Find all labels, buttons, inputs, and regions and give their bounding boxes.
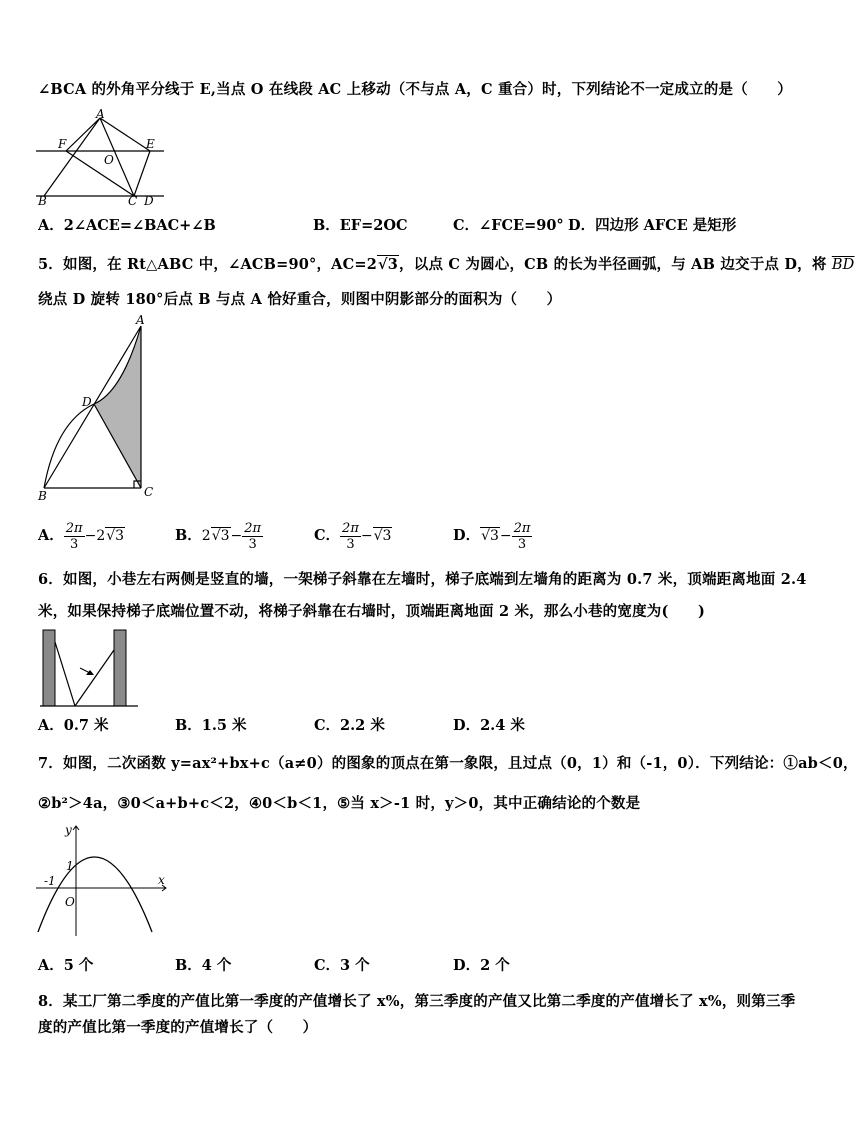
q7-parabola	[38, 857, 152, 932]
q6-ladder-left	[55, 642, 75, 706]
q7-label-x: x	[158, 873, 165, 887]
q4-option-a[interactable]: A．2∠ACE=∠BAC+∠B	[38, 217, 216, 234]
q7-option-a[interactable]: A．5 个	[38, 957, 94, 974]
q5-option-b-op: −	[230, 528, 243, 544]
q4-label-d: D	[144, 194, 154, 208]
q6-option-c[interactable]: C．2.2 米	[314, 717, 385, 734]
q5-stem-line1	[38, 255, 855, 275]
q4-stem: ∠BCA 的外角平分线于 E,当点 O 在线段 AC 上移动（不与点 A，C 重合）时，下列结论不一定成立的是（ ）	[38, 81, 792, 98]
q5-sqrt-value: √3	[378, 256, 399, 273]
q6-option-d[interactable]: D．2.4 米	[453, 717, 525, 734]
q7-conclusion-1-marker: ①	[783, 755, 799, 772]
q5-option-b[interactable]: B． 2√3− $\frac{2\pi}{3}$	[175, 520, 262, 552]
q5-figure	[34, 312, 164, 502]
q7-stem-text: 7．如图，二次函数 y=ax²+bx+c（a≠0）的图象的顶点在第一象限，且过点（0，1）和（-1，0）．下列结论：	[38, 755, 784, 772]
q7-option-d[interactable]: D．2 个	[453, 957, 510, 974]
q7-option-b[interactable]: B．4 个	[175, 957, 232, 974]
q5-stem-line2: 绕点 D 旋转 180°后点 B 与点 A 恰好重合，则图中阴影部分的面积为（ ）	[38, 291, 562, 308]
q5-option-b-letter: B．	[175, 527, 202, 544]
q8-stem-line2: 度的产值比第一季度的产值增长了（ ）	[38, 1019, 318, 1036]
q4-seg-af	[66, 118, 100, 151]
q5-label-d: D	[82, 395, 92, 409]
q7-stem-line2	[38, 794, 640, 814]
q5-option-c[interactable]: C． $\frac{2\pi}{3}$ −√3	[314, 520, 392, 552]
q5-option-d-rad: 3	[490, 528, 499, 544]
q6-arrow-head	[86, 670, 94, 675]
q6-right-wall	[114, 630, 126, 706]
q5-stem-part-b: ，以点 C 为圆心，CB 的长为半径画弧，与 AB 边交于点 D，将	[399, 256, 827, 273]
q7-label-origin: O	[65, 895, 75, 909]
q7-conclusion-4-marker: ④	[248, 795, 263, 812]
q5-label-c: C	[144, 485, 154, 499]
q5-option-b-frac	[242, 521, 263, 552]
q5-shaded-region	[94, 326, 141, 488]
q5-option-c-frac	[340, 521, 361, 552]
q8-stem-line1: 8．某工厂第二季度的产值比第一季度的产值增长了 x%，第三季度的产值又比第二季度的产值增长了 x%，则第三季	[38, 993, 796, 1010]
q4-label-c: C	[128, 194, 138, 208]
q7-label-y: y	[65, 823, 72, 837]
q5-option-a-num: 2π	[65, 520, 83, 536]
q5-option-b-den: 3	[248, 536, 257, 552]
q6-option-b[interactable]: B．1.5 米	[175, 717, 247, 734]
q5-option-c-rad: 3	[382, 528, 392, 544]
q5-label-b: B	[38, 489, 47, 503]
q7-conclusion-1: ab＜0，	[798, 755, 858, 772]
q7-conclusion-5: 当 x＞-1 时，y＞0，其中正确结论的个数是	[350, 795, 641, 812]
q5-option-a-frac	[64, 521, 85, 552]
q5-option-d-letter: D．	[453, 527, 481, 544]
q6-stem-line1: 6．如图，小巷左右两侧是竖直的墙，一架梯子斜靠在左墙时，梯子底端到左墙角的距离为 0.7 米，顶端距离地面 2.4	[38, 571, 807, 588]
q7-stem-line1	[38, 754, 858, 774]
q7-label-one: 1	[66, 859, 74, 873]
q7-conclusion-5-marker: ⑤	[337, 795, 351, 812]
q6-stem-line2: 米，如果保持梯子底端位置不动，将梯子斜靠在右墙时，顶端距离地面 2 米，那么小巷的宽度为( )	[38, 603, 706, 620]
q7-label-neg1: -1	[44, 874, 56, 888]
q4-label-a: A	[96, 107, 105, 121]
q7-conclusion-3-marker: ③	[117, 795, 131, 812]
q5-option-c-letter: C．	[314, 527, 341, 544]
q5-option-a-rad: 3	[115, 528, 125, 544]
q5-option-d-frac	[512, 521, 533, 552]
q5-arc-label: $\overline{BD}$	[831, 257, 855, 273]
q7-figure	[34, 820, 170, 938]
q4-option-b[interactable]: B．EF=2OC	[313, 217, 408, 234]
q6-left-wall	[43, 630, 55, 706]
q5-option-c-op: −	[360, 528, 373, 544]
q5-sqrt-radicand: 3	[387, 256, 399, 273]
q5-option-a-op: −2	[84, 528, 106, 544]
q4-label-f: F	[58, 137, 67, 151]
q7-option-c[interactable]: C．3 个	[314, 957, 370, 974]
q5-option-d-den: 3	[517, 536, 527, 552]
q4-label-b: B	[38, 194, 47, 208]
q5-option-a[interactable]: A． $\frac{2\pi}{3}$ −2√3	[38, 520, 125, 552]
q6-option-a[interactable]: A．0.7 米	[38, 717, 109, 734]
q5-option-b-coef: 2	[201, 528, 211, 544]
q4-option-d[interactable]: D．四边形 AFCE 是矩形	[568, 217, 737, 234]
q4-option-c[interactable]: C．∠FCE=90°	[453, 217, 564, 234]
q4-seg-ec	[134, 151, 150, 196]
q5-option-c-num: 2π	[342, 520, 359, 536]
q7-conclusion-2: b²＞4a，	[51, 795, 118, 812]
q7-conclusion-3: 0＜a+b+c＜2，	[130, 795, 249, 812]
q5-option-d[interactable]: D． √3− $\frac{2\pi}{3}$	[453, 520, 531, 552]
q5-label-a: A	[136, 313, 145, 327]
q4-label-o: O	[104, 153, 114, 167]
q4-label-e: E	[146, 137, 155, 151]
q4-seg-ab	[44, 118, 100, 196]
q7-conclusion-4: 0＜b＜1，	[262, 795, 338, 812]
q5-option-c-den: 3	[346, 536, 355, 552]
q5-option-d-op: −	[499, 528, 512, 544]
q6-figure	[40, 628, 140, 710]
q4-figure	[36, 108, 166, 206]
q7-conclusion-2-marker: ②	[38, 795, 52, 812]
q5-option-b-num: 2π	[244, 520, 262, 536]
q5-option-b-rad: 3	[220, 528, 230, 544]
q5-stem-part-a: 5．如图，在 Rt△ABC 中，∠ACB=90°，AC=2	[38, 256, 378, 273]
q6-ladder-right	[75, 650, 114, 706]
q5-option-a-den: 3	[70, 536, 79, 552]
q5-option-d-num: 2π	[513, 520, 531, 536]
q5-option-a-letter: A．	[38, 527, 64, 544]
